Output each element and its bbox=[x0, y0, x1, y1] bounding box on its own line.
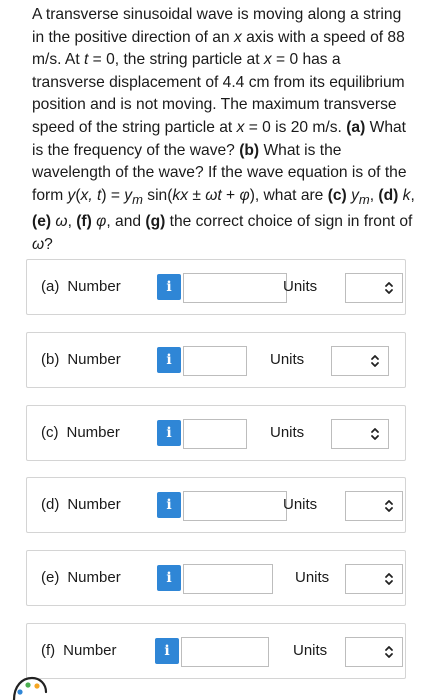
chevron-up-down-icon bbox=[384, 572, 394, 586]
info-icon[interactable]: i bbox=[157, 420, 181, 446]
info-icon[interactable]: i bbox=[157, 565, 181, 591]
units-label-f: Units bbox=[293, 642, 328, 659]
number-input-b[interactable] bbox=[183, 346, 247, 376]
units-label-c: Units bbox=[270, 424, 305, 441]
units-select-b[interactable] bbox=[331, 346, 389, 376]
spinner-icon bbox=[8, 672, 48, 700]
number-input-e[interactable] bbox=[183, 564, 273, 594]
row-label-c: (c) Number bbox=[41, 424, 120, 441]
answer-row-f bbox=[26, 623, 406, 679]
answer-row-c bbox=[26, 405, 406, 461]
info-icon[interactable]: i bbox=[155, 638, 179, 664]
info-icon[interactable]: i bbox=[157, 492, 181, 518]
number-input-c[interactable] bbox=[183, 419, 247, 449]
answer-row-a bbox=[26, 259, 406, 315]
chevron-up-down-icon bbox=[370, 427, 380, 441]
chevron-up-down-icon bbox=[384, 281, 394, 295]
number-input-a[interactable] bbox=[183, 273, 287, 303]
units-select-e[interactable] bbox=[345, 564, 403, 594]
row-label-e: (e) Number bbox=[41, 569, 121, 586]
number-input-d[interactable] bbox=[183, 491, 287, 521]
chevron-up-down-icon bbox=[384, 499, 394, 513]
row-label-f: (f) Number bbox=[41, 642, 117, 659]
info-icon[interactable]: i bbox=[157, 274, 181, 300]
answer-row-b bbox=[26, 332, 406, 388]
units-select-d[interactable] bbox=[345, 491, 403, 521]
chevron-up-down-icon bbox=[370, 354, 380, 368]
units-select-f[interactable] bbox=[345, 637, 403, 667]
units-label-e: Units bbox=[295, 569, 330, 586]
units-label-b: Units bbox=[270, 351, 305, 368]
answer-row-d bbox=[26, 477, 406, 533]
chevron-up-down-icon bbox=[384, 645, 394, 659]
row-label-a: (a) Number bbox=[41, 278, 121, 295]
problem-statement: A transverse sinusoidal wave is moving along a string in the positive direction of an x axis with a speed of 88 m/s. At t = 0, the string particle at x = 0 has a transverse displacement of 4.4 cm from its equilibrium position and is not moving. The maximum transverse speed of the string particle at x = 0 is 20 m/s. (a) What is the frequency of the wave? (b) What is the wavelength of the wave? If the wave equation is of the form y(x, $t) = y_m$ sin(kx ± ωt + φ), what are (c) $y_m$, (d) k, (e) ω, (f) φ, and (g) the correct choice of sign in front of ω? bbox=[32, 6, 415, 254]
answer-row-e bbox=[26, 550, 406, 606]
info-icon[interactable]: i bbox=[157, 347, 181, 373]
units-select-a[interactable] bbox=[345, 273, 403, 303]
units-select-c[interactable] bbox=[331, 419, 389, 449]
units-label-a: Units bbox=[283, 278, 318, 295]
row-label-d: (d) Number bbox=[41, 496, 121, 513]
row-label-b: (b) Number bbox=[41, 351, 121, 368]
number-input-f[interactable] bbox=[181, 637, 269, 667]
units-label-d: Units bbox=[283, 496, 318, 513]
